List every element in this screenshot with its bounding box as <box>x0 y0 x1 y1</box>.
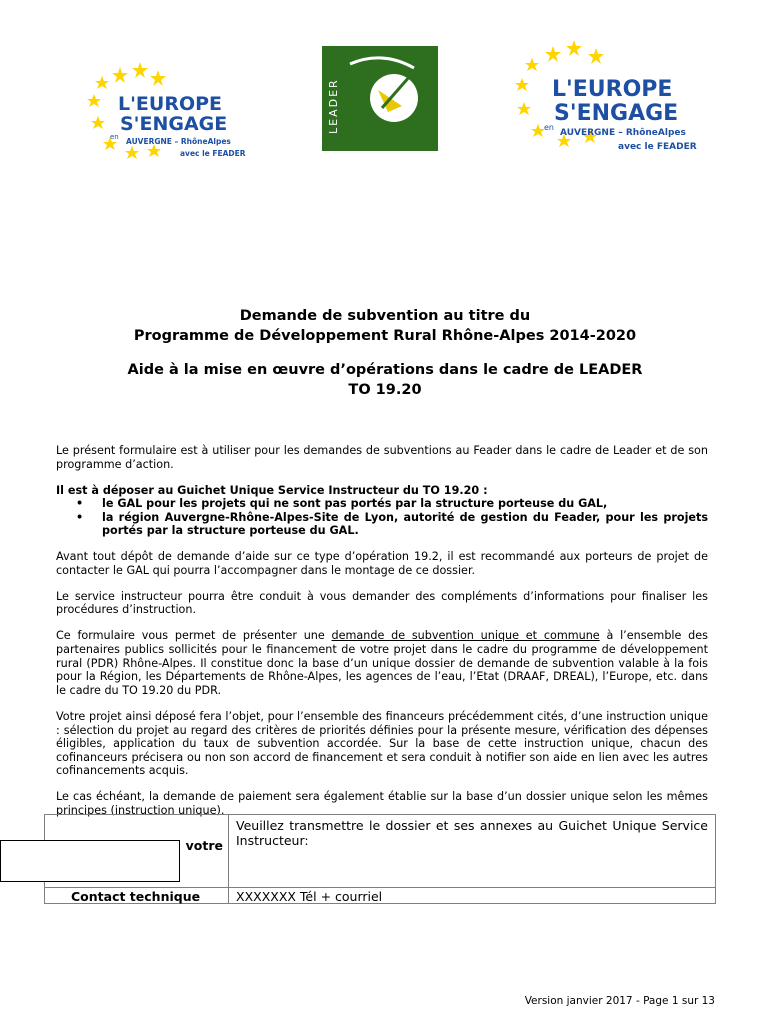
title-line-2: Programme de Développement Rural Rhône-Alpes 2014-2020 <box>133 328 637 344</box>
paragraph-intro: Le présent formulaire est à utiliser pour les demandes de subventions au Feader dans le cadre de Leader et de son programme d’action. <box>56 444 708 471</box>
list-item: • la région Auvergne-Rhône-Alpes-Site de Lyon, autorité de gestion du Feader, pour les projets portés par la structure porteuse du GAL. <box>56 511 708 538</box>
title-line-1: Demande de subvention au titre du <box>239 308 531 324</box>
svg-text:avec le FEADER: avec le FEADER <box>618 142 697 152</box>
svg-text:L'EUROPE: L'EUROPE <box>118 93 223 115</box>
contact-label: Contact technique <box>71 889 201 904</box>
deposit-list <box>56 497 708 538</box>
title-line-4: TO 19.20 <box>348 382 422 398</box>
paragraph-form-purpose: Ce formulaire vous permet de présenter une demande de subvention unique et commune à l’ensemble des partenaires publics sollicités pour le financement de votre projet dans le cadre du programme de développement rural (PDR) Rhône-Alpes. Il constitue donc la base d’un unique dossier de demande de subvention valable à la fois pour la Région, les Départements de Rhône-Alpes, les agences de l’eau, l’Etat (DRAAF, DREAL), l’Europe, etc. dans le cadre du TO 19.20 du PDR. <box>56 629 708 697</box>
table-row-label: votre <box>185 838 223 853</box>
svg-text:avec le FEADER: avec le FEADER <box>180 149 246 158</box>
paragraph-service: Le service instructeur pourra être conduit à vous demander des compléments d’informations pour finaliser les procédures d’instruction. <box>56 589 708 617</box>
svg-text:LEADER: LEADER <box>327 78 340 134</box>
europe-engage-logo-left <box>80 62 260 162</box>
paragraph-recommendation: Avant tout dépôt de demande d’aide sur ce type d’opération 19.2, il est recommandé aux porteurs de projet de contacter le GAL qui pourra l’accompagner dans le montage de ce dossier. <box>56 550 708 577</box>
paragraph-deposit-lead: Il est à déposer au Guichet Unique Service Instructeur du TO 19.20 : <box>56 483 488 497</box>
paragraph-payment: Le cas échéant, la demande de paiement sera également établie sur la base d’un dossier unique selon les mêmes principes (instruction unique). <box>56 790 708 817</box>
contact-value: XXXXXXX Tél + courriel <box>236 889 383 904</box>
page-footer: Version janvier 2017 - Page 1 sur 13 <box>524 995 715 1007</box>
svg-text:en: en <box>544 123 554 132</box>
header-logos <box>0 0 770 170</box>
document-title <box>0 306 770 400</box>
svg-text:S'ENGAGE: S'ENGAGE <box>554 101 679 126</box>
underlined-phrase: demande de subvention unique et commune <box>331 629 600 643</box>
paragraph-instruction: Votre projet ainsi déposé fera l’objet, pour l’ensemble des financeurs précédemment cités, d’une instruction unique : sélection du projet au regard des critères de priorités définies pour la présente mesure, vérification des dépenses éligibles, application du taux de subvention accordée. Sur la base de cette instruction unique, chacun des cofinanceurs précisera ou non son accord de financement et sera conduit à notifier son aide en lien avec les autres cofinancements acquis. <box>56 709 708 778</box>
svg-text:AUVERGNE – RhôneAlpes: AUVERGNE – RhôneAlpes <box>126 137 231 146</box>
document-body <box>56 444 708 830</box>
europe-engage-logo-right <box>508 40 718 155</box>
svg-text:en: en <box>110 133 119 141</box>
svg-text:L'EUROPE: L'EUROPE <box>552 77 673 102</box>
redaction-box <box>0 840 180 882</box>
svg-text:AUVERGNE – RhôneAlpes: AUVERGNE – RhôneAlpes <box>560 128 686 138</box>
title-line-3: Aide à la mise en œuvre d’opérations dans le cadre de LEADER <box>127 362 643 378</box>
instruction-text: Veuillez transmettre le dossier et ses annexes au Guichet Unique Service Instructeur: <box>236 818 708 848</box>
svg-text:S'ENGAGE: S'ENGAGE <box>120 113 228 135</box>
leader-logo <box>322 46 438 151</box>
list-item: • le GAL pour les projets qui ne sont pas portés par la structure porteuse du GAL, <box>56 497 708 511</box>
